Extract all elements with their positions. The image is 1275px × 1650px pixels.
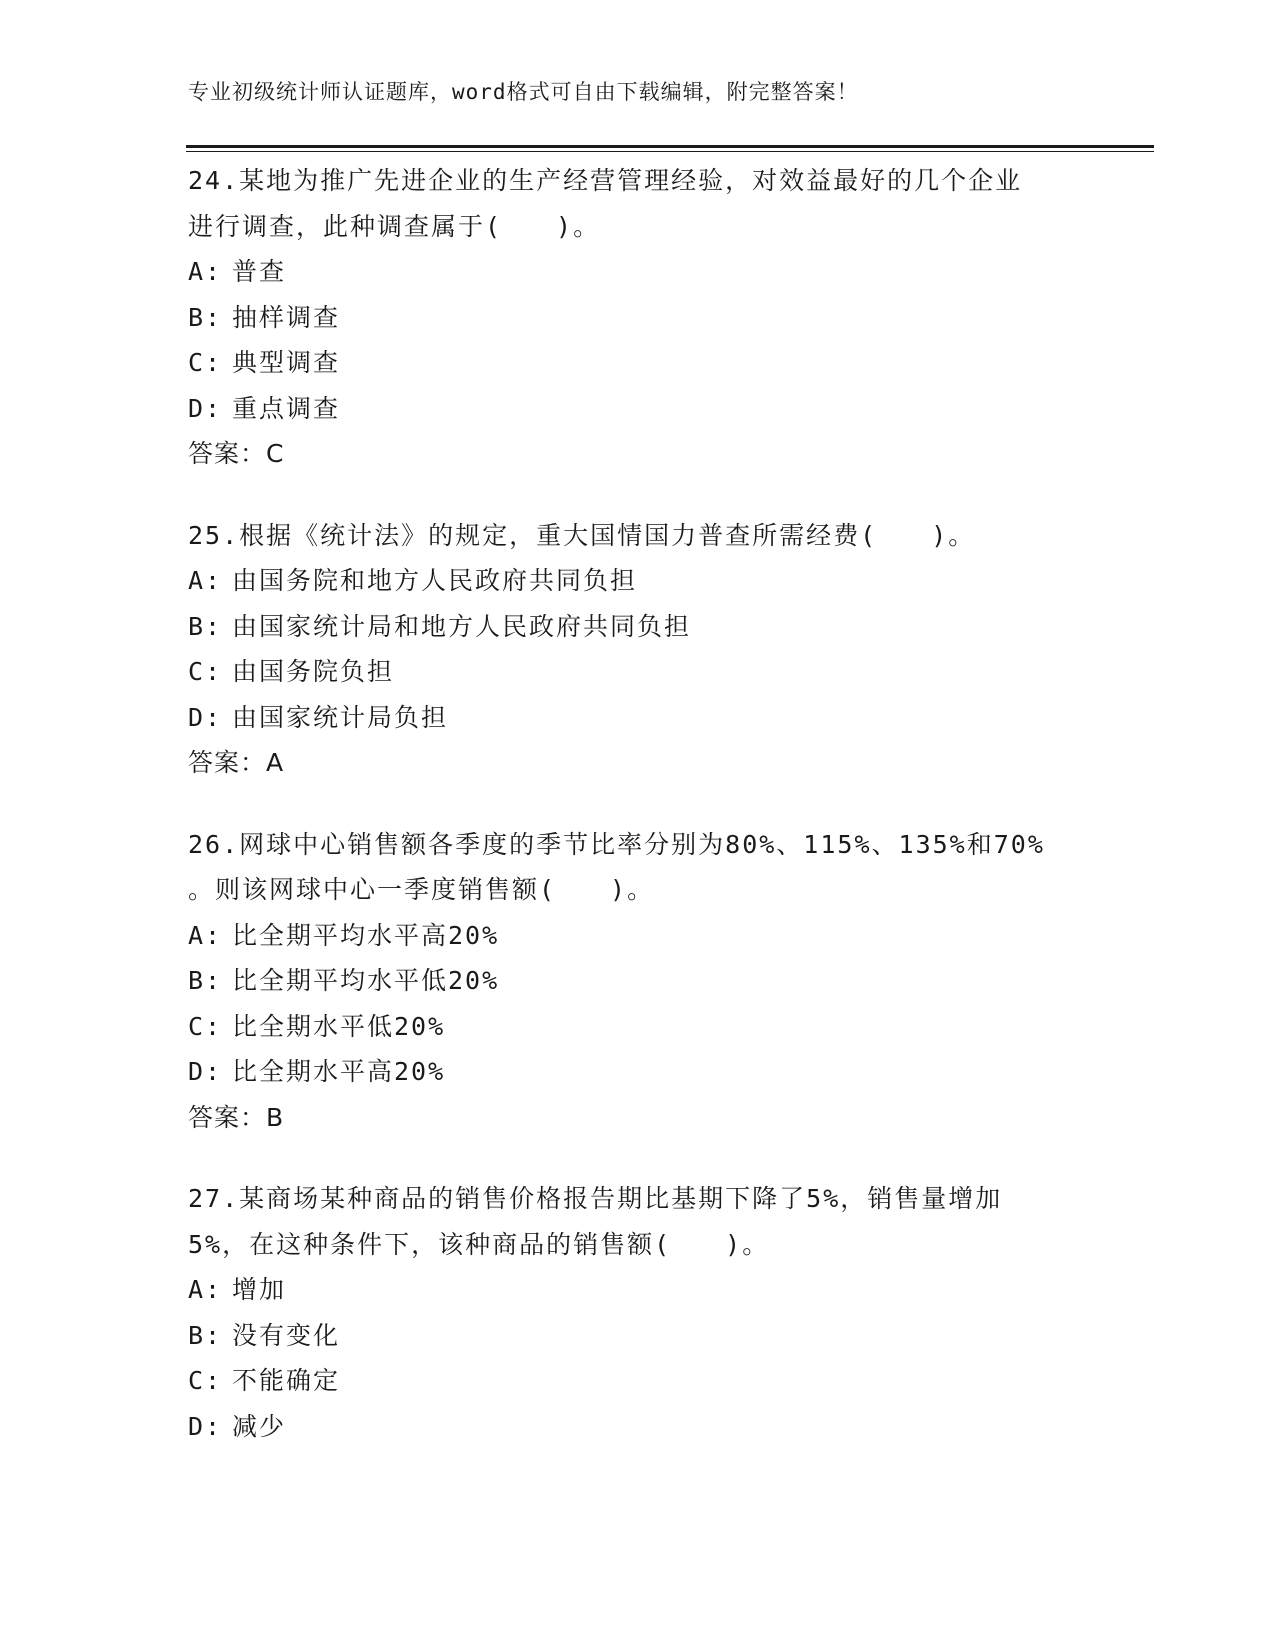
option-d	[188, 1049, 1088, 1095]
option-text: 比全期水平高20%	[232, 1057, 446, 1086]
header-rule-thin	[186, 151, 1154, 152]
option-text: 由国务院负担	[232, 657, 395, 686]
option-b	[188, 958, 1088, 1004]
option-letter: D:	[188, 1411, 223, 1441]
answer-line: 答案：A	[188, 748, 285, 777]
option-letter: A:	[188, 566, 223, 595]
option-letter: A:	[188, 257, 223, 286]
option-c	[188, 1004, 1088, 1050]
question-stem-line: 26.网球中心销售额各季度的季节比率分别为80%、115%、135%和70%	[188, 829, 1045, 859]
option-letter: B:	[188, 1320, 223, 1350]
page-header: 专业初级统计师认证题库，word格式可自由下载编辑，附完整答案！	[188, 80, 859, 104]
option-text: 典型调查	[232, 348, 341, 377]
question-stem-line: 27.某商场某种商品的销售价格报告期比基期下降了5%，销售量增加	[188, 1184, 1003, 1213]
question-list	[188, 158, 1088, 1485]
question-stem-line: 。则该网球中心一季度销售额( )。	[188, 875, 655, 904]
option-letter: D:	[188, 702, 223, 732]
question-26	[188, 822, 1088, 1141]
answer-line: 答案：B	[188, 1102, 285, 1132]
option-letter: B:	[188, 611, 223, 641]
option-b	[188, 604, 1088, 650]
option-text: 由国家统计局和地方人民政府共同负担	[232, 611, 692, 641]
option-letter: A:	[188, 920, 223, 950]
option-d	[188, 695, 1088, 741]
option-text: 由国务院和地方人民政府共同负担	[232, 566, 638, 595]
option-text: 没有变化	[232, 1320, 341, 1350]
option-c	[188, 1358, 1088, 1404]
option-text: 不能确定	[232, 1366, 341, 1395]
option-c	[188, 649, 1088, 695]
option-letter: B:	[188, 302, 223, 332]
option-text: 重点调查	[232, 393, 341, 423]
question-stem-line: 25.根据《统计法》的规定，重大国情国力普查所需经费( )。	[188, 520, 976, 550]
option-text: 增加	[232, 1275, 287, 1304]
question-stem-line: 5%，在这种条件下，该种商品的销售额( )。	[188, 1229, 770, 1259]
option-letter: D:	[188, 393, 223, 423]
question-stem-line: 进行调查，此种调查属于( )。	[188, 211, 601, 241]
option-c	[188, 340, 1088, 386]
option-letter: C:	[188, 1366, 223, 1395]
answer-line: 答案：C	[188, 439, 285, 468]
option-b	[188, 1313, 1088, 1359]
option-d	[188, 1404, 1088, 1450]
option-text: 减少	[232, 1411, 287, 1441]
option-d	[188, 386, 1088, 432]
option-letter: A:	[188, 1275, 223, 1304]
option-letter: B:	[188, 966, 223, 995]
option-a	[188, 558, 1088, 604]
option-letter: C:	[188, 348, 223, 377]
option-letter: D:	[188, 1057, 223, 1086]
question-27	[188, 1176, 1088, 1449]
option-b	[188, 295, 1088, 341]
option-letter: C:	[188, 1011, 223, 1041]
header-rule-thick	[186, 145, 1154, 148]
option-letter: C:	[188, 657, 223, 686]
option-a	[188, 913, 1088, 959]
option-a	[188, 1267, 1088, 1313]
option-text: 普查	[232, 257, 287, 286]
option-text: 比全期平均水平低20%	[232, 966, 500, 995]
option-text: 抽样调查	[232, 302, 341, 332]
option-text: 比全期平均水平高20%	[232, 920, 500, 950]
question-24	[188, 158, 1088, 477]
question-25	[188, 513, 1088, 786]
question-stem-line: 24.某地为推广先进企业的生产经营管理经验，对效益最好的几个企业	[188, 166, 1023, 195]
option-text: 由国家统计局负担	[232, 702, 449, 732]
option-text: 比全期水平低20%	[232, 1011, 446, 1041]
option-a	[188, 249, 1088, 295]
